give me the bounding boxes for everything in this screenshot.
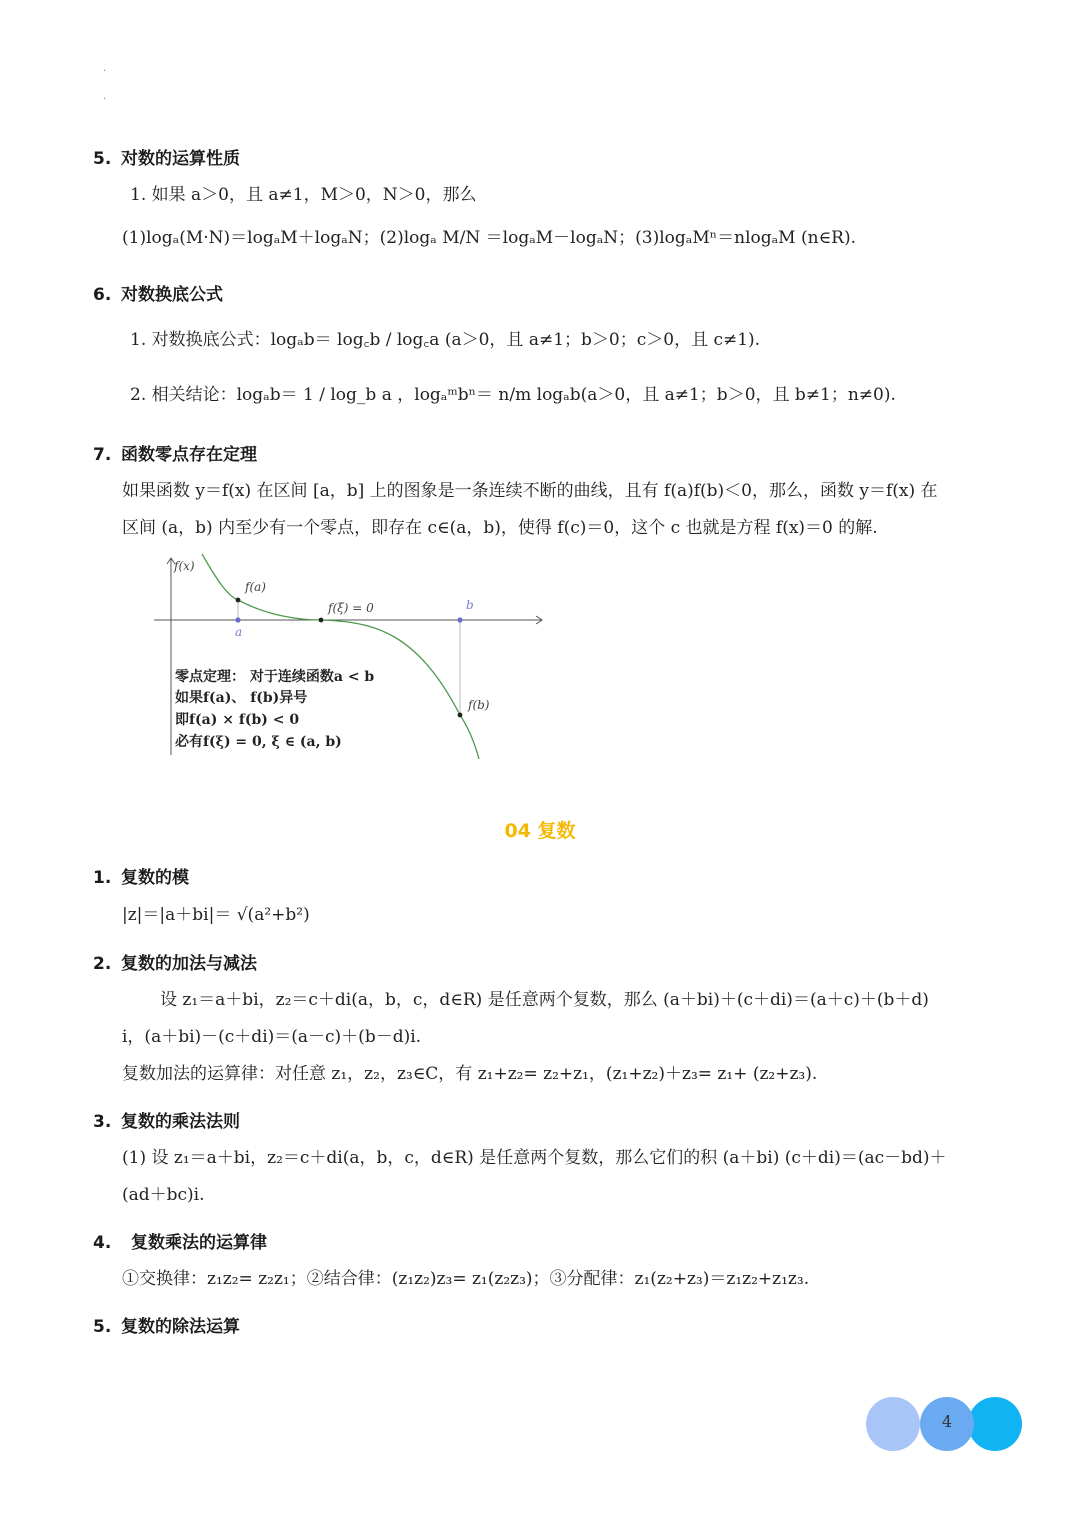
point-a bbox=[235, 617, 240, 622]
text-line: (ad＋bc)i. bbox=[122, 1185, 205, 1205]
section-number: 4. bbox=[93, 1233, 112, 1253]
text-line: 如果函数 y＝f(x) 在区间 [a，b] 上的图象是一条连续不断的曲线，且有 f(a)f(b)＜0，那么，函数 y＝f(x) 在 bbox=[122, 481, 938, 501]
page-badge-left bbox=[866, 1397, 920, 1451]
y-axis-label: f(x) bbox=[174, 559, 195, 573]
note-line: 即f(a) × f(b) < 0 bbox=[175, 712, 300, 728]
section-number: 5. bbox=[93, 1317, 112, 1337]
section-heading-c5 bbox=[93, 1312, 240, 1337]
text-line: 复数加法的运算律：对任意 z₁，z₂，z₃∈C，有 z₁+z₂= z₂+z₁，(z₁+z₂)＋z₃= z₁+ (z₂+z₃). bbox=[122, 1064, 818, 1084]
note-line: 如果f(a)、 f(b)异号 bbox=[175, 690, 308, 706]
point-b bbox=[457, 617, 462, 622]
section-number: 3. bbox=[93, 1112, 112, 1132]
section-title: 复数乘法的运算律 bbox=[131, 1233, 267, 1253]
section-heading-7 bbox=[93, 440, 257, 465]
section-heading-c2 bbox=[93, 949, 257, 974]
section-title: 函数零点存在定理 bbox=[121, 445, 257, 465]
text-line: 区间 (a，b) 内至少有一个零点，即存在 c∈(a，b)，使得 f(c)＝0，这个 c 也就是方程 f(x)＝0 的解. bbox=[122, 518, 878, 538]
section-heading-c1 bbox=[93, 863, 189, 888]
label-fa: f(a) bbox=[245, 580, 266, 594]
formula-line: (1)logₐ(M·N)＝logₐM＋logₐN；(2)logₐ M/N ＝logₐM－logₐN；(3)logₐMⁿ＝nlogₐM (n∈R). bbox=[122, 228, 856, 248]
label-a: a bbox=[235, 625, 243, 639]
section-title: 对数换底公式 bbox=[121, 285, 223, 305]
text-line: ①交换律：z₁z₂= z₂z₁；②结合律：(z₁z₂)z₃= z₁(z₂z₃)；③分配律：z₁(z₂+z₃)＝z₁z₂+z₁z₃. bbox=[122, 1269, 810, 1289]
formula-line: |z|＝|a＋bi|＝ √(a²+b²) bbox=[122, 905, 310, 925]
page-number: 4 bbox=[941, 1412, 953, 1431]
point-xi bbox=[319, 618, 324, 623]
header-mark: · bbox=[103, 94, 107, 105]
section-number: 1. bbox=[93, 868, 112, 888]
label-fxi: f(ξ) = 0 bbox=[328, 601, 374, 615]
zero-theorem-graph bbox=[150, 550, 550, 765]
page-badge-right bbox=[968, 1397, 1022, 1451]
header-mark: · bbox=[103, 66, 107, 77]
section-number: 7. bbox=[93, 445, 112, 465]
formula-line: 2. 相关结论：logₐb＝ 1 / log_b a ，logₐᵐbⁿ＝ n/m logₐb(a＞0，且 a≠1；b＞0，且 b≠1；n≠0). bbox=[130, 385, 896, 405]
point-fb bbox=[458, 713, 463, 718]
point-fa bbox=[236, 598, 241, 603]
section-number: 2. bbox=[93, 954, 112, 974]
section-title: 复数的模 bbox=[121, 868, 189, 888]
chapter-title: 04 复数 bbox=[504, 820, 576, 842]
section-title: 复数的乘法法则 bbox=[121, 1112, 240, 1132]
note-line: 零点定理： 对于连续函数a < b bbox=[175, 669, 375, 685]
label-fb: f(b) bbox=[468, 698, 490, 712]
section-heading-c4 bbox=[93, 1228, 267, 1253]
text-line: i，(a＋bi)－(c＋di)＝(a－c)＋(b－d)i. bbox=[122, 1027, 422, 1047]
label-b: b bbox=[466, 598, 474, 612]
section-number: 6. bbox=[93, 285, 112, 305]
text-line: 1. 如果 a＞0，且 a≠1，M＞0，N＞0，那么 bbox=[130, 185, 477, 205]
function-curve bbox=[202, 554, 479, 759]
note-line: 必有f(ξ) = 0, ξ ∈ (a, b) bbox=[175, 734, 342, 750]
formula-line: 1. 对数换底公式：logₐb＝ log꜀b / log꜀a (a＞0，且 a≠1；b＞0；c＞0，且 c≠1). bbox=[130, 330, 761, 350]
section-title: 复数的加法与减法 bbox=[121, 954, 257, 974]
section-heading-6 bbox=[93, 280, 223, 305]
section-heading-c3 bbox=[93, 1107, 240, 1132]
section-title: 对数的运算性质 bbox=[121, 149, 240, 169]
section-number: 5. bbox=[93, 149, 112, 169]
text-line: 设 z₁＝a＋bi，z₂＝c＋di(a，b，c，d∈R) 是任意两个复数，那么 (a＋bi)＋(c＋di)＝(a＋c)＋(b＋d) bbox=[160, 990, 929, 1010]
text-line: (1) 设 z₁＝a＋bi，z₂＝c＋di(a，b，c，d∈R) 是任意两个复数，那么它们的积 (a＋bi) (c＋di)＝(ac－bd)＋ bbox=[122, 1148, 947, 1168]
section-heading-5 bbox=[93, 144, 240, 169]
section-title: 复数的除法运算 bbox=[121, 1317, 240, 1337]
